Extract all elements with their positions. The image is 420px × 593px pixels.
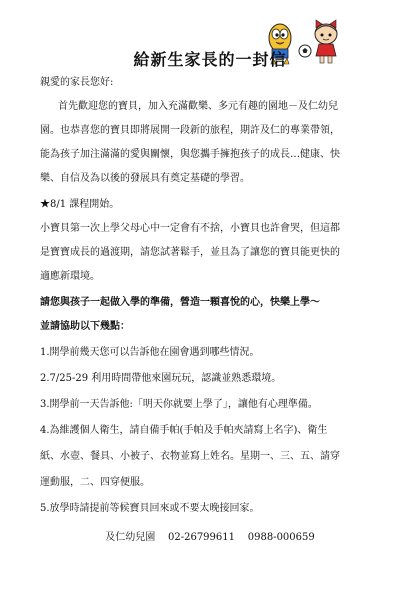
item-2: 2.7/25-29 利用時間帶他來園玩玩，認識並熟悉環境。	[40, 373, 282, 384]
intro-line-4: 樂、自信及為以後的發展具有奠定基礎的學習。	[40, 173, 250, 184]
item-5: 5.放學時請提前等候寶貝回來或不要太晚接回家。	[40, 503, 260, 514]
intro-line-3: 能為孩子加注滿滿的愛與關懷，與您攜手擁抱孩子的成長…健康、快	[40, 149, 340, 160]
footer-contact	[0, 528, 420, 543]
item-4-line-1: 4.為維護個人衛生，請自備手帕(手帕及手帕夾請寫上名字)、衛生	[40, 425, 328, 436]
adjust-line-1: 小寶貝第一次上學父母心中一定會有不捨，小寶貝也許會哭，但這都	[40, 223, 340, 234]
intro-line-1: 首先歡迎您的寶貝，加入充滿歡樂、多元有趣的園地－及仁幼兒	[58, 101, 338, 112]
footer-phone: 02-26799611	[167, 532, 235, 543]
item-4-line-3: 運動服，二、四穿便服。	[40, 477, 150, 488]
intro-line-2: 園。也恭喜您的寶貝即將展開一段新的旅程，期許及仁的專業帶領，	[40, 125, 340, 136]
greeting: 親愛的家長您好:	[40, 77, 114, 88]
item-3: 3.開學前一天告訴他:「明天你就要上學了」，讓他有心理準備。	[40, 399, 318, 410]
footer-mobile: 0988-000659	[247, 532, 315, 543]
adjust-line-3: 適應新環境。	[40, 271, 100, 282]
prep-heading: 請您與孩子一起做入學的準備，營造一顆喜悅的心，快樂上學～	[40, 297, 320, 308]
item-4-line-2: 紙、水壺、餐具、小被子、衣物並寫上姓名。星期一、三、五、請穿	[40, 451, 340, 462]
assist-heading: 並請協助以下幾點：	[40, 321, 130, 332]
course-start: ★8/1 課程開始。	[40, 199, 120, 210]
footer-school: 及仁幼兒園	[105, 532, 156, 543]
item-1: 1.開學前幾天您可以告訴他在園會遇到哪些情況。	[40, 347, 260, 358]
letter-title: 給新生家長的一封信	[133, 50, 287, 69]
adjust-line-2: 是寶寶成長的過渡期，請您試著鬆手，並且為了讓您的寶貝能更快的	[40, 247, 340, 258]
